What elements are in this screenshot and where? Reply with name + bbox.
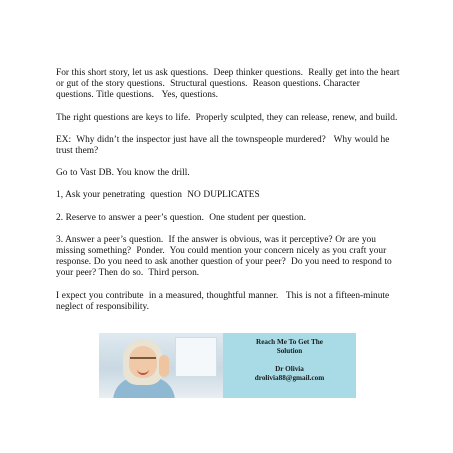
paragraph-step-2: 2. Reserve to answer a peer’s question. One student per question. <box>56 212 306 223</box>
contact-info <box>223 333 356 398</box>
paragraph-vast-db: Go to Vast DB. You know the drill. <box>56 168 190 179</box>
paragraph-step-3: 3. Answer a peer’s question. If the answer is obvious, was it perceptive? Or are you missing something? Ponder. You could mention your concern nicely as you craft your response. Do you need to ask another question of your peer? Do you need to respond to your peer? Then do so. Third person. <box>56 234 395 279</box>
contact-name: Dr Olivia <box>275 365 304 373</box>
banner-headline-line1: Reach Me To Get The <box>256 338 323 346</box>
paragraph-example: EX: Why didn’t the inspector just have all the townspeople murdered? Why would he trust them? <box>56 134 393 157</box>
paragraph-keys: The right questions are keys to life. Properly sculpted, they can release, renew, and build. <box>56 112 398 123</box>
contact-banner[interactable] <box>99 333 356 398</box>
woman-with-glasses-photo <box>99 333 223 398</box>
paragraph-intro: For this short story, let us ask questions. Deep thinker questions. Really get into the heart or gut of the story questions. Structural questions. Reason questions. Character questions. Title questions. Yes, questions. <box>56 68 403 101</box>
document-body <box>56 68 403 324</box>
contact-email[interactable]: drolivia88@gmail.com <box>254 374 325 382</box>
banner-headline-line2: Solution <box>276 347 303 355</box>
paragraph-step-1: 1, Ask your penetrating question NO DUPLICATES <box>56 190 260 201</box>
paragraph-expectation: I expect you contribute in a measured, thoughtful manner. This is not a fifteen-minute neglect of responsibility. <box>56 290 395 312</box>
